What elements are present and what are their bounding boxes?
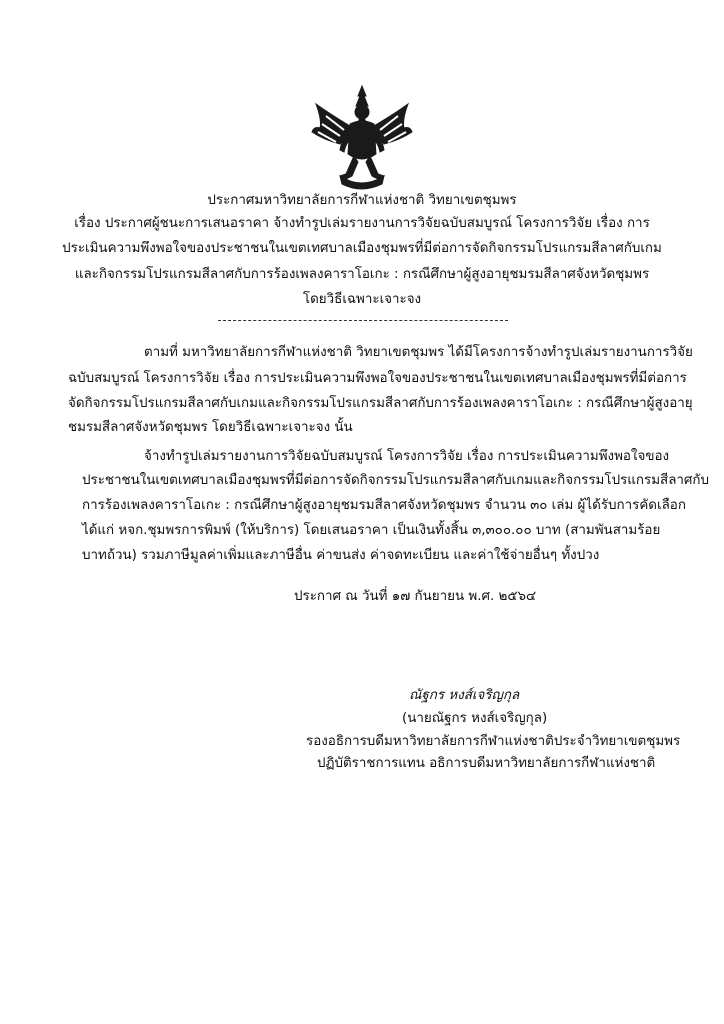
- paragraph1-line-1: ตามที่ มหาวิทยาลัยการกีฬาแห่งชาติ วิทยาเขตชุมพร ได้มีโครงการจ้างทำรูปเล่มรายงานการวิจัย: [144, 345, 693, 360]
- paragraph2-line-5: บาทถ้วน) รวมภาษีมูลค่าเพิ่มและภาษีอื่น ค่าขนส่ง ค่าจดทะเบียน และค่าใช้จ่ายอื่นๆ ทั้งปวง: [82, 548, 600, 563]
- paragraph2-line-3: การร้องเพลงคาราโอเกะ : กรณีศึกษาผู้สูงอายุชมรมสีลาศจังหวัดชุมพร จำนวน ๓๐ เล่ม ผู้ได้รับการคัดเลือก: [82, 498, 686, 513]
- paragraph2-line-1: จ้างทำรูปเล่มรายงานการวิจัยฉบับสมบูรณ์ โครงการวิจัย เรื่อง การประเมินความพึงพอใจของ: [144, 449, 670, 464]
- paragraph1-line-4: ชมรมสีลาศจังหวัดชุมพร โดยวิธีเฉพาะเจาะจง นั้น: [68, 420, 353, 435]
- signature: ณัฐกร หงส์เจริญกุล: [409, 688, 520, 703]
- subject-line-2: ประเมินความพึงพอใจของประชาชนในเขตเทศบาลเมืองชุมพรที่มีต่อการจัดกิจกรรมโปรแกรมสีลาศกับเกม: [62, 241, 662, 256]
- signer-position: รองอธิการบดีมหาวิทยาลัยการกีฬาแห่งชาติประจำวิทยาเขตชุมพร: [306, 734, 681, 749]
- subject-line-1: เรื่อง ประกาศผู้ชนะการเสนอราคา จ้างทำรูปเล่มรายงานการวิจัยฉบับสมบูรณ์ โครงการวิจัย เรื่อง การ: [74, 216, 650, 231]
- signer-acting-position: ปฏิบัติราชการแทน อธิการบดีมหาวิทยาลัยการกีฬาแห่งชาติ: [317, 756, 656, 771]
- garuda-emblem-icon: [310, 84, 414, 190]
- announcement-title: ประกาศมหาวิทยาลัยการกีฬาแห่งชาติ วิทยาเขตชุมพร: [207, 193, 517, 208]
- paragraph1-line-2: ฉบับสมบูรณ์ โครงการวิจัย เรื่อง การประเมินความพึงพอใจของประชาชนในเขตเทศบาลเมืองชุมพรที่มีต่อการ: [68, 371, 687, 386]
- subject-line-4: โดยวิธีเฉพาะเจาะจง: [302, 292, 422, 307]
- paragraph2-line-4: ได้แก่ หจก.ชุมพรการพิมพ์ (ให้บริการ) โดยเสนอราคา เป็นเงินทั้งสิ้น ๓,๓๐๐.๐๐ บาท (สามพันสามร้อย: [82, 523, 661, 538]
- subject-line-3: และกิจกรรมโปรแกรมสีลาศกับการร้องเพลงคาราโอเกะ : กรณีศึกษาผู้สูงอายุชมรมสีลาศจังหวัดชุมพร: [74, 267, 650, 282]
- signer-printed-name: (นายณัฐกร หงส์เจริญกุล): [402, 711, 548, 726]
- paragraph1-line-3: จัดกิจกรรมโปรแกรมสีลาศกับเกมและกิจกรรมโปรแกรมสีลาศกับการร้องเพลงคาราโอเกะ : กรณีศึกษาผู้สูงอายุ: [68, 396, 693, 411]
- announcement-date: ประกาศ ณ วันที่ ๑๗ กันยายน พ.ศ. ๒๕๖๔: [294, 589, 537, 604]
- paragraph2-line-2: ประชาชนในเขตเทศบาลเมืองชุมพรที่มีต่อการจัดกิจกรรมโปรแกรมสีลาศกับเกมและกิจกรรมโปรแกรมสีลาศกับ: [82, 473, 710, 488]
- separator-line: [218, 320, 508, 322]
